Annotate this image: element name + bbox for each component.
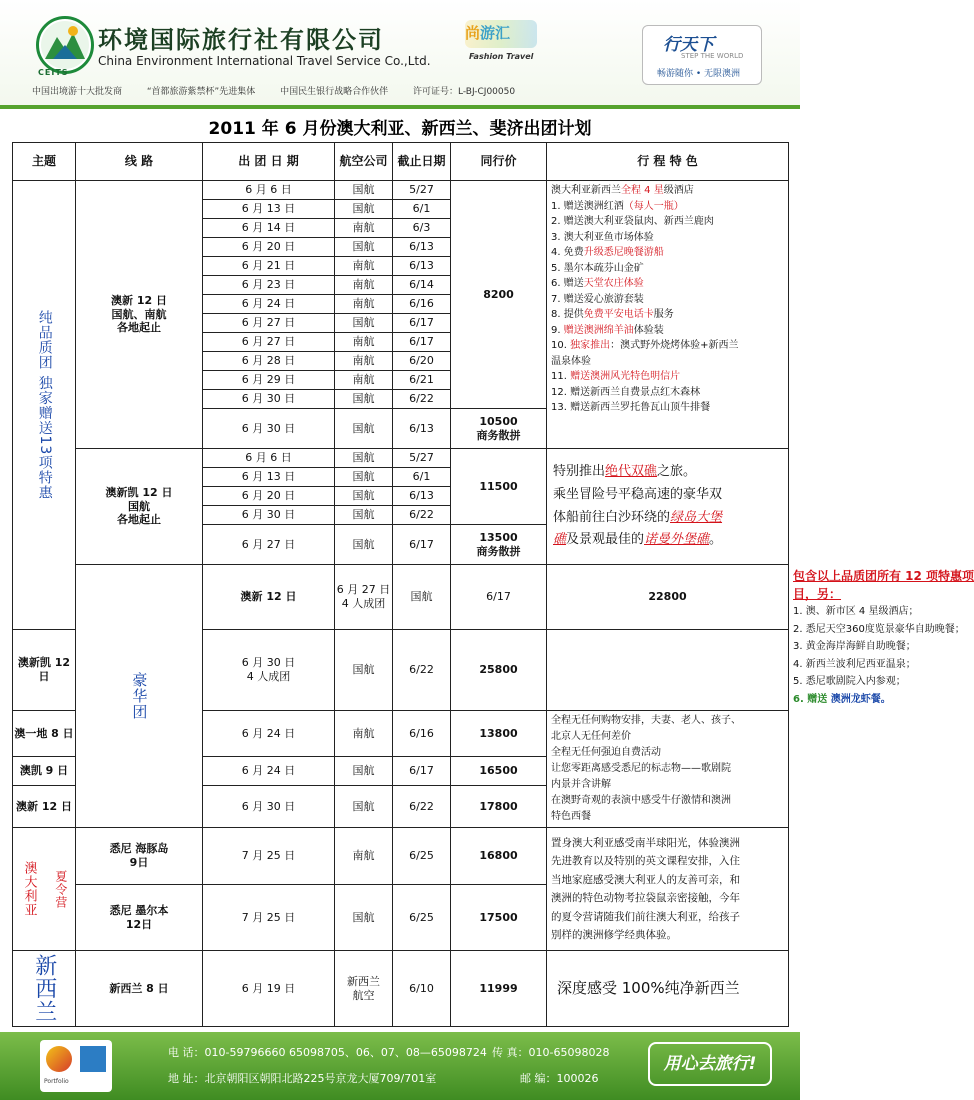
date-cell: 6 月 27 日 (203, 314, 335, 333)
airline-cell: 国航 (335, 314, 393, 333)
feature-text: 9. (551, 324, 564, 336)
deadline-cell: 6/13 (393, 409, 451, 449)
footer-phone: 电 话：010-59796660 65098705、06、07、08—65098724 (168, 1046, 487, 1059)
feature-highlight: 诺曼外堡礁 (644, 532, 710, 548)
logo-text: CEITS (38, 68, 69, 77)
route-line: 12日 (125, 917, 153, 931)
route-line: 澳新凯 12 日 (105, 485, 173, 499)
price-cell: 13800 (451, 711, 547, 757)
feature-text: 级酒店 (663, 185, 694, 196)
feature-highlight: 免费平安电话卡 (583, 309, 654, 320)
deadline-cell: 6/13 (393, 487, 451, 506)
date-note: 4 人成团 (246, 669, 291, 683)
date-line: 6 月 27 日 (336, 583, 391, 597)
airline-cell: 国航 (335, 409, 393, 449)
price-cell: 8200 (451, 181, 547, 409)
license-number: 许可证号：L-BJ-CJ00050 (412, 87, 516, 97)
airline-cell: 南航 (335, 371, 393, 390)
airline-cell: 国航 (335, 525, 393, 565)
date-cell: 6 月 23 日 (203, 276, 335, 295)
col-airline: 航空公司 (335, 143, 393, 181)
table-row: 豪华团 澳新 12 日 6 月 27 日 4 人成团 国航 6/17 22800 包含以上品质团所有 12 项特惠项 目，另： 1. 澳、新市区 4 星级酒店； 2. 悉尼天空360度览景豪华自助晚餐； 3. 黄金海岸海鲜自助晚餐； 4. 新西兰波利尼西亚温泉； 5. 悉尼歌剧院入内参观； 6. 赠送 澳洲龙虾餐。 (13, 565, 789, 630)
col-deadline: 截止日期 (393, 143, 451, 181)
portfolio-badge-icon (46, 1046, 72, 1072)
honor-item: 中国民生银行战略合作伙伴 (280, 87, 389, 97)
section-pure-label (35, 310, 53, 500)
feature-text: 特色西餐 (551, 811, 591, 822)
section-pure (13, 181, 76, 630)
deadline-cell: 6/17 (393, 333, 451, 352)
deadline-cell: 6/13 (393, 238, 451, 257)
feature-highlight: 天堂农庄体验 (583, 278, 644, 289)
price-cell: 16500 (451, 756, 547, 785)
feature-text: 之旅。 (657, 464, 697, 479)
route-line: 9日 (129, 856, 149, 870)
fashion-cn-2: 游汇 (480, 24, 511, 42)
deadline-cell: 6/25 (393, 885, 451, 951)
feature-highlight: 升级悉尼晚餐游船 (583, 247, 664, 258)
feature-text: 让您零距离感受悉尼的标志物——歌剧院 (551, 763, 731, 774)
feature-text: 当地家庭感受澳大利亚人的友善可亲，和 (551, 873, 740, 886)
feature-text: 的夏令营请随我们前往澳大利亚，给孩子 (551, 910, 740, 923)
feature-text: 置身澳大利亚感受南半球阳光，体验澳洲 (551, 837, 740, 849)
date-cell: 6 月 19 日 (203, 951, 335, 1027)
airline-cell: 国航 (335, 238, 393, 257)
feature-text: 北京人无任何差价 (551, 731, 631, 742)
price-cell: 11500 (451, 449, 547, 525)
route-cell: 新西兰 8 日 (76, 951, 203, 1027)
deadline-cell: 6/1 (393, 200, 451, 219)
airline-cell: 国航 (335, 885, 393, 951)
price-value: 10500 (479, 414, 518, 428)
feature-text: 澳大利亚新西兰 (551, 185, 621, 196)
deadline-cell: 5/27 (393, 449, 451, 468)
price-cell: 25800 (451, 629, 547, 710)
feature-text: 温泉体验 (551, 355, 591, 367)
feature-text: 。 (709, 532, 723, 548)
section-nz-label: 新西兰 (31, 954, 57, 1024)
feature-text: 5. 墨尔本疏芬山金矿 (551, 262, 644, 274)
feature-text: 11. (551, 371, 571, 382)
airline-cell: 南航 (335, 711, 393, 757)
date-cell: 7 月 25 日 (203, 828, 335, 885)
feature-text: 体验装 (633, 324, 664, 336)
price-cell: 22800 (547, 565, 789, 630)
date-line: 6 月 30 日 (241, 656, 296, 670)
features-cell: 深度感受 100%纯净新西兰 (547, 951, 789, 1027)
feature-text: 8. 提供 (551, 309, 584, 320)
deadline-cell: 5/27 (393, 181, 451, 200)
airline-line: 新西兰 (347, 975, 380, 988)
feature-text: 12. 赠送新西兰自费景点红木森林 (551, 386, 701, 398)
col-date: 出 团 日 期 (203, 143, 335, 181)
feature-text: 7. 赠送爱心旅游套装 (551, 293, 644, 305)
footer-address: 地 址：北京朝阳区朝阳北路225号京龙大厦709/701室 (168, 1072, 437, 1085)
deadline-cell: 6/17 (393, 525, 451, 565)
route-cell: 澳一地 8 日 (13, 711, 76, 757)
date-cell: 6 月 30 日 (203, 409, 335, 449)
feature-text: 内景并含讲解 (551, 779, 611, 790)
airline-cell: 国航 (335, 468, 393, 487)
date-cell: 6 月 30 日 (203, 786, 335, 828)
route-line: 各地起止 (117, 513, 161, 527)
footer-zip: 邮 编：100026 (520, 1072, 599, 1085)
feature-text: 先进教育以及特别的英文课程安排，入住 (551, 855, 740, 868)
feature-text: 全程无任何购物安排，夫妻、老人、孩子、 (551, 715, 741, 726)
airline-cell: 国航 (335, 200, 393, 219)
route-line: 悉尼 海豚岛 (109, 842, 169, 856)
feature-text: 1. 赠送澳洲红酒 (551, 200, 624, 212)
deadline-cell: 6/21 (393, 371, 451, 390)
price-value: 13500 (479, 530, 518, 544)
airline-cell: 国航 (335, 449, 393, 468)
section-luxury-label: 豪华团 (130, 672, 149, 720)
date-cell: 6 月 13 日 (203, 468, 335, 487)
route-line: 国航 (128, 499, 150, 513)
table-row (13, 828, 789, 885)
deadline-cell: 6/22 (393, 629, 451, 710)
brand-logo (642, 25, 762, 85)
feature-text: 澳洲的特色动物考拉袋鼠亲密接触，今年 (551, 892, 740, 905)
brand-cn: 行天下 (663, 35, 714, 55)
table-row (13, 951, 789, 1027)
airline-cell: 南航 (335, 276, 393, 295)
date-cell: 6 月 21 日 (203, 257, 335, 276)
price-cell: 17500 (451, 885, 547, 951)
fashion-travel-logo (465, 22, 535, 72)
footer (0, 1032, 800, 1100)
airline-cell: 国航 (335, 629, 393, 710)
route-line: 国航、南航 (111, 307, 167, 321)
feature-highlight: 绿岛大堡 (670, 509, 723, 525)
deadline-cell: 6/1 (393, 468, 451, 487)
feature-highlight: （每人一瓶） (623, 200, 684, 212)
col-theme: 主题 (13, 143, 76, 181)
brand-en: STEP THE WORLD (681, 52, 744, 60)
feature-text: 别样的澳洲修学经典体验。 (551, 928, 677, 941)
deadline-cell: 6/17 (451, 565, 547, 630)
route-cell: 澳新凯 12 日 (13, 629, 76, 710)
footer-fax: 传 真：010-65098028 (492, 1046, 610, 1059)
section-pure-text: 纯品质团 独家赠送13项特惠 (36, 309, 53, 500)
deadline-cell: 6/10 (393, 951, 451, 1027)
price-cell: 11999 (451, 951, 547, 1027)
price-cell: 16800 (451, 828, 547, 885)
deadline-cell: 6/22 (393, 390, 451, 409)
company-name-en: China Environment International Travel Service Co.,Ltd. (98, 54, 431, 68)
date-cell: 6 月 30 日 (203, 390, 335, 409)
feature-text: 6. 赠送 (793, 693, 831, 705)
feature-text: 2. 赠送澳大利亚袋鼠肉、新西兰鹿肉 (551, 216, 714, 227)
airline-cell: 南航 (335, 295, 393, 314)
col-price: 同行价 (451, 143, 547, 181)
airline-cell: 国航 (393, 565, 451, 630)
route-cell: 澳新 12 日 (13, 786, 76, 828)
route-cell (76, 181, 203, 449)
company-logo-icon (36, 16, 94, 74)
feature-text: ：澳式野外烧烤体验+新西兰 (610, 340, 739, 351)
date-cell: 6 月 24 日 (203, 295, 335, 314)
airline-cell (335, 951, 393, 1027)
date-cell: 6 月 29 日 (203, 371, 335, 390)
deadline-cell: 6/17 (393, 756, 451, 785)
date-cell (335, 565, 393, 630)
date-cell: 6 月 20 日 (203, 487, 335, 506)
route-line: 各地起止 (117, 321, 161, 335)
feature-text: 及景观最佳的 (566, 532, 645, 548)
honor-item: 中国出境游十大批发商 (32, 87, 123, 97)
page-title: 2011 年 6 月份澳大利亚、新西兰、斐济出团计划 (208, 119, 592, 139)
route-cell: 澳新 12 日 (203, 565, 335, 630)
feature-highlight: 绝代双礁 (605, 464, 658, 479)
features-cell (547, 828, 789, 951)
brand-slogan: 畅游随你 • 无限澳洲 (657, 69, 741, 79)
badge-caption: Portfolio (44, 1078, 69, 1085)
col-features: 行 程 特 色 (547, 143, 789, 181)
company-name-cn: 环境国际旅行社有限公司 (98, 26, 384, 54)
airline-cell: 国航 (335, 181, 393, 200)
airline-cell: 国航 (335, 756, 393, 785)
feature-highlight: 赠送澳洲绵羊油 (563, 324, 634, 336)
footer-badges (40, 1040, 112, 1092)
fashion-en: Fashion Travel (469, 52, 534, 61)
honor-item: “首都旅游紫禁杯”先进集体 (146, 87, 256, 97)
date-cell: 6 月 30 日 (203, 506, 335, 525)
deadline-cell: 6/22 (393, 506, 451, 525)
deadline-cell: 6/16 (393, 295, 451, 314)
section-summer-sublabel: 夏令营 (53, 869, 68, 909)
col-route: 线 路 (76, 143, 203, 181)
feature-text: 10. (551, 340, 571, 351)
date-cell: 6 月 27 日 (203, 525, 335, 565)
award-badge-icon (80, 1046, 106, 1072)
feature-text: 服务 (653, 309, 674, 320)
feature-highlight: 礁 (553, 532, 567, 548)
route-cell (76, 885, 203, 951)
feature-text: 13. 赠送新西兰罗托鲁瓦山顶牛排餐 (551, 402, 711, 413)
feature-text: 体船前往白沙环绕的 (553, 509, 671, 525)
price-cell: 17800 (451, 786, 547, 828)
route-line: 悉尼 墨尔本 (109, 904, 169, 918)
airline-cell: 南航 (335, 257, 393, 276)
deadline-cell: 6/25 (393, 828, 451, 885)
airline-cell: 南航 (335, 333, 393, 352)
feature-text: 6. 赠送 (551, 278, 584, 289)
feature-text: 在澳野奇观的表演中感受牛仔激情和澳洲 (551, 795, 731, 806)
deadline-cell: 6/13 (393, 257, 451, 276)
airline-cell: 国航 (335, 487, 393, 506)
feature-highlight: 澳洲龙虾餐。 (830, 693, 891, 705)
features-cell (547, 449, 789, 565)
table-header-row (13, 143, 789, 181)
deadline-cell: 6/3 (393, 219, 451, 238)
header (0, 0, 800, 109)
price-cell (451, 409, 547, 449)
fashion-cn-1: 尚 (465, 24, 481, 42)
feature-highlight: 全程 4 星 (621, 185, 664, 196)
airline-cell: 国航 (335, 786, 393, 828)
date-cell: 6 月 27 日 (203, 333, 335, 352)
table-row (13, 449, 789, 468)
feature-highlight: 赠送澳洲风光特色明信片 (570, 371, 681, 382)
route-line: 澳新 12 日 (111, 293, 167, 307)
date-cell: 6 月 13 日 (203, 200, 335, 219)
route-cell (76, 828, 203, 885)
features-cell (547, 711, 789, 828)
date-cell: 6 月 6 日 (203, 181, 335, 200)
date-cell: 6 月 20 日 (203, 238, 335, 257)
route-cell (76, 449, 203, 565)
airline-cell: 国航 (335, 390, 393, 409)
date-cell (203, 629, 335, 710)
table-row (13, 181, 789, 200)
date-cell: 7 月 25 日 (203, 885, 335, 951)
honors-line (32, 84, 533, 97)
feature-text: 4. 免费 (551, 247, 584, 258)
feature-text: 3. 澳大利亚鱼市场体验 (551, 231, 654, 243)
route-cell: 澳凯 9 日 (13, 756, 76, 785)
deadline-cell: 6/16 (393, 711, 451, 757)
airline-cell: 国航 (335, 506, 393, 525)
section-luxury (76, 565, 203, 828)
date-cell: 6 月 28 日 (203, 352, 335, 371)
price-note: 商务散拼 (476, 544, 521, 558)
date-cell: 6 月 24 日 (203, 756, 335, 785)
schedule-table (12, 142, 974, 1027)
deadline-cell: 6/14 (393, 276, 451, 295)
deadline-cell: 6/17 (393, 314, 451, 333)
airline-cell: 南航 (335, 352, 393, 371)
feature-text: 乘坐冒险号平稳高速的豪华双 (553, 486, 723, 502)
deadline-cell: 6/22 (393, 786, 451, 828)
feature-highlight: 独家推出 (570, 340, 611, 351)
date-note: 4 人成团 (341, 596, 386, 610)
airline-line: 航空 (352, 988, 375, 1002)
section-summer (13, 828, 76, 951)
airline-cell: 南航 (335, 219, 393, 238)
feature-text: 特别推出 (553, 464, 606, 479)
section-summer-label: 澳大利亚 (21, 861, 37, 918)
airline-cell: 南航 (335, 828, 393, 885)
section-nz (13, 951, 76, 1027)
date-cell: 6 月 24 日 (203, 711, 335, 757)
footer-slogan: 用心去旅行! (648, 1042, 772, 1086)
date-cell: 6 月 14 日 (203, 219, 335, 238)
date-cell: 6 月 6 日 (203, 449, 335, 468)
price-cell (451, 525, 547, 565)
price-note: 商务散拼 (476, 428, 521, 442)
features-cell (547, 181, 789, 449)
deadline-cell: 6/20 (393, 352, 451, 371)
feature-text: 全程无任何强迫自费活动 (551, 747, 661, 758)
